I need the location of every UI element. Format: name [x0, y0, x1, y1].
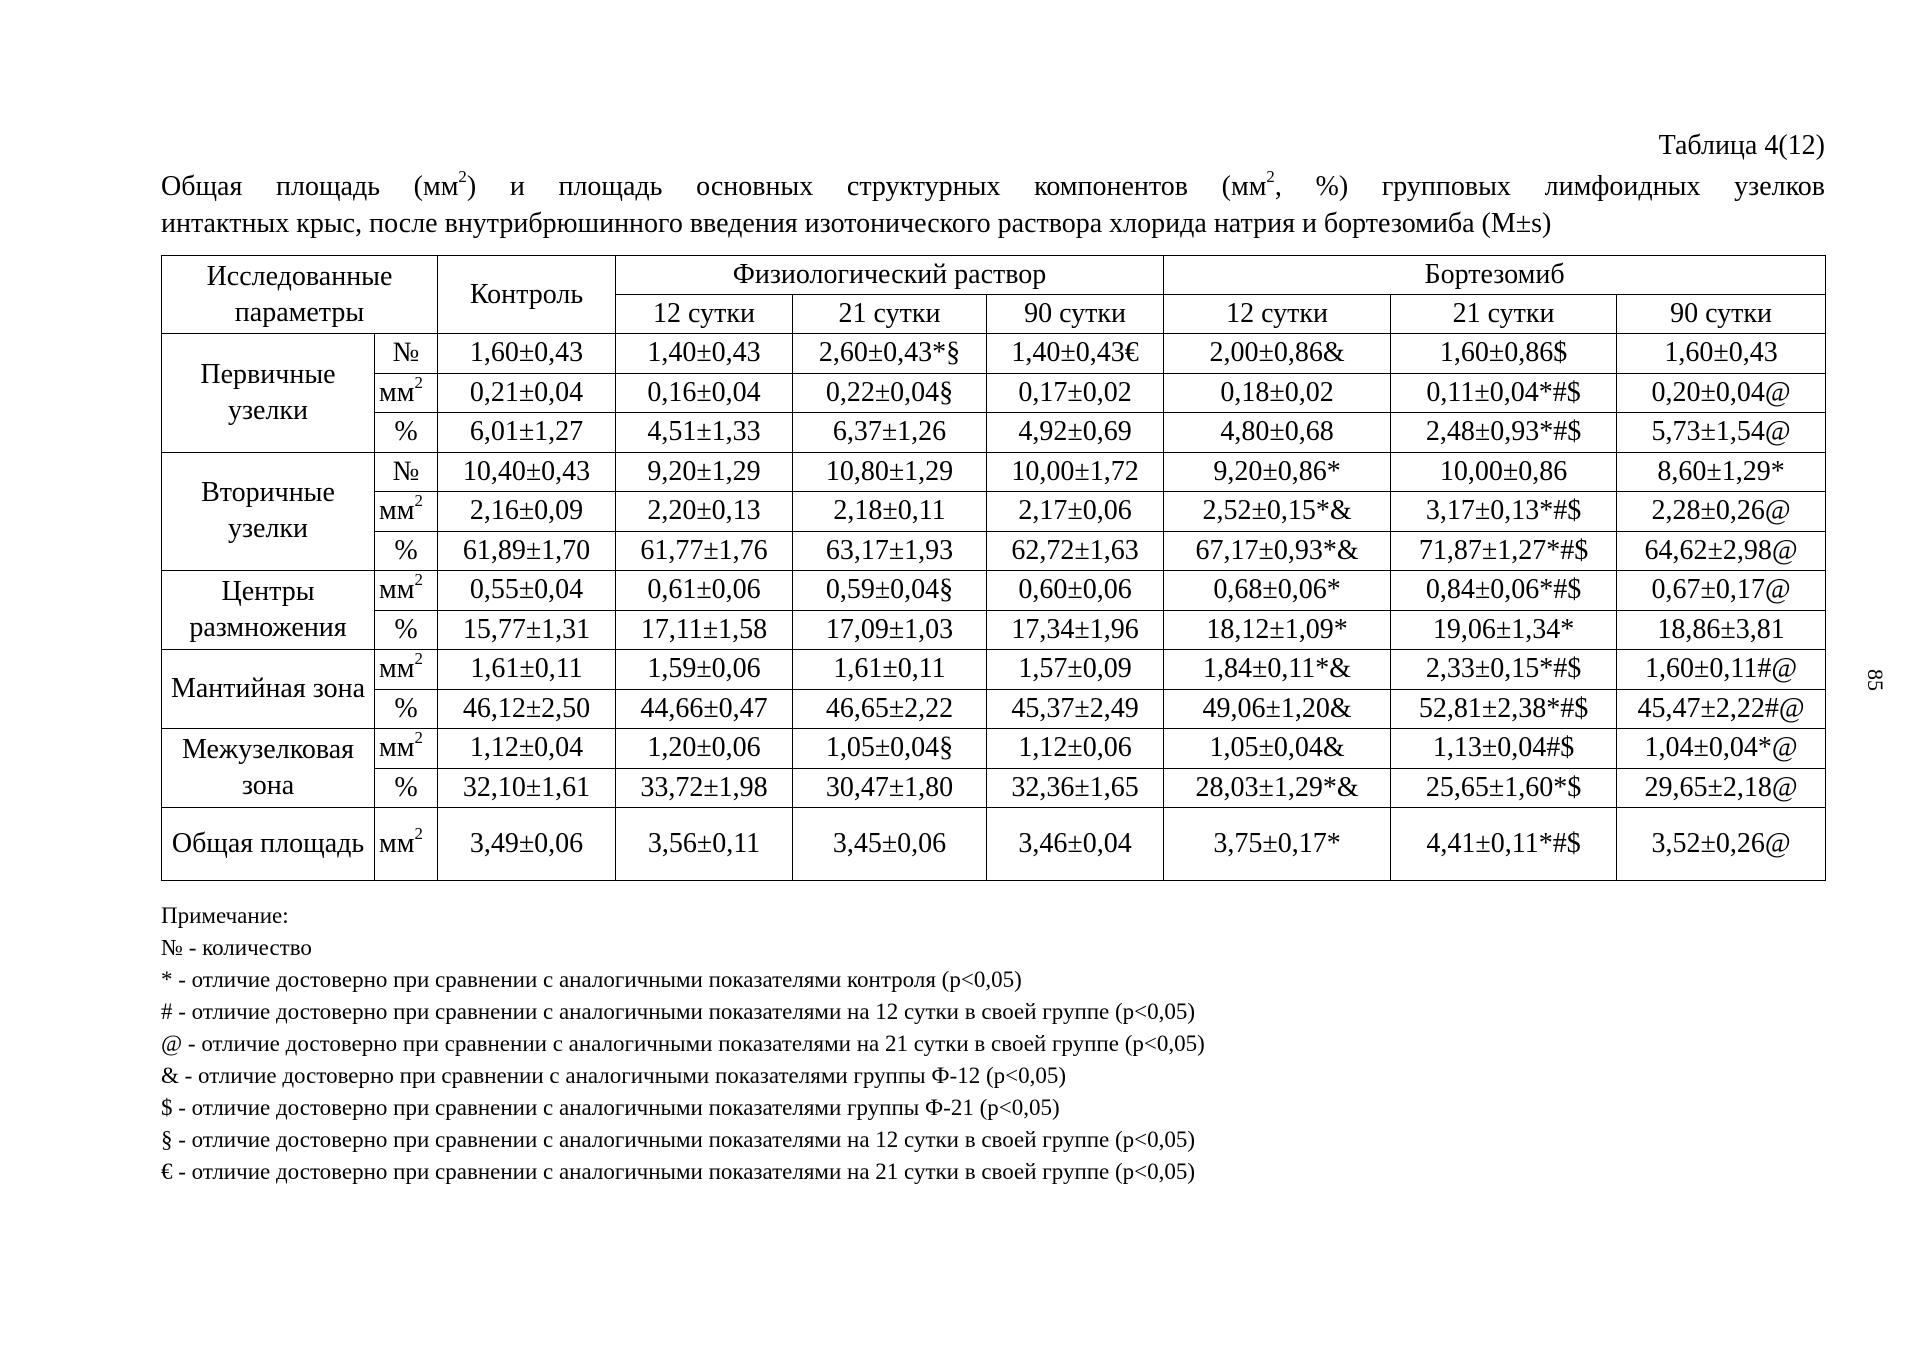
value-cell: 5,73±1,54@: [1617, 413, 1826, 453]
value-cell: 33,72±1,98: [616, 768, 793, 808]
param-name: Межузелковая зона: [162, 729, 375, 808]
unit-cell: [375, 650, 438, 690]
unit-cell: [375, 373, 438, 413]
note-line: § - отличие достоверно при сравнении с аналогичными показателями на 12 сутки в своей группе (p<0,05): [161, 1127, 1196, 1152]
table-row: [162, 768, 1826, 808]
value-cell: 10,00±1,72: [987, 452, 1164, 492]
unit-superscript: 2: [414, 570, 423, 590]
value-cell: 9,20±1,29: [616, 452, 793, 492]
unit-cell: %: [375, 689, 438, 729]
value-cell: 15,77±1,31: [438, 610, 616, 650]
header-row-1: [162, 256, 1826, 295]
value-cell: 0,84±0,06*#$: [1391, 571, 1617, 611]
table-label: Таблица 4(12): [1658, 130, 1825, 161]
value-cell: 3,52±0,26@: [1617, 808, 1826, 881]
value-cell: 1,05±0,04&: [1164, 729, 1391, 769]
value-cell: 64,62±2,98@: [1617, 531, 1826, 571]
table-row: [162, 373, 1826, 413]
value-cell: 1,05±0,04§: [793, 729, 987, 769]
value-cell: 61,77±1,76: [616, 531, 793, 571]
value-cell: 46,65±2,22: [793, 689, 987, 729]
unit-superscript: 2: [414, 728, 423, 748]
unit-cell: [375, 571, 438, 611]
value-cell: 1,60±0,43: [1617, 334, 1826, 374]
unit-cell: №: [375, 452, 438, 492]
header-group-phys: Физиологический раствор: [616, 256, 1164, 295]
note-line: € - отличие достоверно при сравнении с аналогичными показателями на 21 сутки в своей группе (p<0,05): [161, 1159, 1196, 1184]
param-name: Центры размножения: [162, 571, 375, 650]
value-cell: 4,80±0,68: [1164, 413, 1391, 453]
unit-label: мм: [379, 653, 415, 685]
value-cell: 2,52±0,15*&: [1164, 492, 1391, 532]
value-cell: 3,49±0,06: [438, 808, 616, 881]
value-cell: 1,59±0,06: [616, 650, 793, 690]
value-cell: 62,72±1,63: [987, 531, 1164, 571]
unit-cell: %: [375, 531, 438, 571]
table-body: [162, 334, 1826, 881]
caption-line-1: Общая площадь $(мм^2)$ и площадь основных структурных компонентов ($мм^2$, %) групповых лимфоидных узелков: [161, 167, 1826, 202]
value-cell: 1,57±0,09: [987, 650, 1164, 690]
param-name: Общая площадь: [162, 808, 375, 881]
note-line: @ - отличие достоверно при сравнении с аналогичными показателями на 21 сутки в своей группе (p<0,05): [161, 1031, 1205, 1056]
value-cell: 2,17±0,06: [987, 492, 1164, 532]
header-day: 90 сутки: [987, 295, 1164, 334]
table-row: [162, 452, 1826, 492]
header-control: Контроль: [438, 256, 616, 334]
value-cell: 71,87±1,27*#$: [1391, 531, 1617, 571]
value-cell: 1,12±0,04: [438, 729, 616, 769]
table-row: [162, 531, 1826, 571]
table-row: [162, 413, 1826, 453]
header-day: 90 сутки: [1617, 295, 1826, 334]
value-cell: 3,56±0,11: [616, 808, 793, 881]
note-line: $ - отличие достоверно при сравнении с аналогичными показателями группы Ф-21 (p<0,05): [161, 1095, 1060, 1120]
value-cell: 0,11±0,04*#$: [1391, 373, 1617, 413]
value-cell: 29,65±2,18@: [1617, 768, 1826, 808]
value-cell: 1,60±0,86$: [1391, 334, 1617, 374]
value-cell: 10,40±0,43: [438, 452, 616, 492]
value-cell: 0,68±0,06*: [1164, 571, 1391, 611]
value-cell: 1,04±0,04*@: [1617, 729, 1826, 769]
value-cell: 18,86±3,81: [1617, 610, 1826, 650]
value-cell: 30,47±1,80: [793, 768, 987, 808]
value-cell: 2,16±0,09: [438, 492, 616, 532]
value-cell: 2,20±0,13: [616, 492, 793, 532]
value-cell: 0,59±0,04§: [793, 571, 987, 611]
value-cell: 17,09±1,03: [793, 610, 987, 650]
unit-cell: %: [375, 610, 438, 650]
value-cell: 0,18±0,02: [1164, 373, 1391, 413]
table-row: [162, 492, 1826, 532]
unit-label: мм: [379, 732, 415, 764]
header-day: 12 сутки: [1164, 295, 1391, 334]
note-line: * - отличие достоверно при сравнении с аналогичными показателями контроля (p<0,05): [161, 967, 1022, 992]
table-row: [162, 571, 1826, 611]
value-cell: 0,17±0,02: [987, 373, 1164, 413]
table-row: [162, 610, 1826, 650]
unit-cell: №: [375, 334, 438, 374]
value-cell: 1,40±0,43€: [987, 334, 1164, 374]
value-cell: 1,61±0,11: [793, 650, 987, 690]
value-cell: 0,61±0,06: [616, 571, 793, 611]
param-name: Мантийная зона: [162, 650, 375, 729]
value-cell: 6,01±1,27: [438, 413, 616, 453]
value-cell: 3,46±0,04: [987, 808, 1164, 881]
value-cell: 2,48±0,93*#$: [1391, 413, 1617, 453]
value-cell: 3,17±0,13*#$: [1391, 492, 1617, 532]
value-cell: 1,12±0,06: [987, 729, 1164, 769]
value-cell: 25,65±1,60*$: [1391, 768, 1617, 808]
value-cell: 32,10±1,61: [438, 768, 616, 808]
value-cell: 1,40±0,43: [616, 334, 793, 374]
unit-label: мм: [379, 574, 415, 606]
param-name: Первичные узелки: [162, 334, 375, 453]
value-cell: 1,60±0,43: [438, 334, 616, 374]
table-caption: [161, 168, 1825, 242]
unit-label: мм: [379, 495, 415, 527]
value-cell: 17,34±1,96: [987, 610, 1164, 650]
value-cell: 10,80±1,29: [793, 452, 987, 492]
value-cell: 2,18±0,11: [793, 492, 987, 532]
header-params: Исследованные параметры: [162, 256, 438, 334]
param-name: Вторичные узелки: [162, 452, 375, 571]
value-cell: 4,92±0,69: [987, 413, 1164, 453]
value-cell: 45,37±2,49: [987, 689, 1164, 729]
table-row: [162, 808, 1826, 881]
value-cell: 0,16±0,04: [616, 373, 793, 413]
value-cell: 9,20±0,86*: [1164, 452, 1391, 492]
value-cell: 46,12±2,50: [438, 689, 616, 729]
value-cell: 2,28±0,26@: [1617, 492, 1826, 532]
unit-cell: [375, 492, 438, 532]
value-cell: 3,75±0,17*: [1164, 808, 1391, 881]
table-row: [162, 729, 1826, 769]
header-day: 12 сутки: [616, 295, 793, 334]
table-row: [162, 334, 1826, 374]
value-cell: 0,22±0,04§: [793, 373, 987, 413]
value-cell: 1,84±0,11*&: [1164, 650, 1391, 690]
value-cell: 1,20±0,06: [616, 729, 793, 769]
note-line: & - отличие достоверно при сравнении с аналогичными показателями группы Ф-12 (p<0,05): [161, 1063, 1066, 1088]
value-cell: 8,60±1,29*: [1617, 452, 1826, 492]
header-group-bort: Бортезомиб: [1164, 256, 1826, 295]
value-cell: 1,61±0,11: [438, 650, 616, 690]
value-cell: 0,55±0,04: [438, 571, 616, 611]
value-cell: 2,33±0,15*#$: [1391, 650, 1617, 690]
value-cell: 2,00±0,86&: [1164, 334, 1391, 374]
unit-cell: %: [375, 768, 438, 808]
value-cell: 67,17±0,93*&: [1164, 531, 1391, 571]
value-cell: 18,12±1,09*: [1164, 610, 1391, 650]
value-cell: 0,67±0,17@: [1617, 571, 1826, 611]
unit-superscript: 2: [414, 491, 423, 511]
value-cell: 4,41±0,11*#$: [1391, 808, 1617, 881]
value-cell: 61,89±1,70: [438, 531, 616, 571]
page-number: 85: [1863, 669, 1888, 691]
data-table: [161, 255, 1826, 881]
unit-superscript: 2: [414, 372, 423, 392]
unit-superscript: 2: [414, 649, 423, 669]
value-cell: 28,03±1,29*&: [1164, 768, 1391, 808]
value-cell: 6,37±1,26: [793, 413, 987, 453]
unit-label: мм: [379, 828, 415, 859]
unit-superscript: 2: [414, 824, 423, 844]
unit-cell: %: [375, 413, 438, 453]
value-cell: 52,81±2,38*#$: [1391, 689, 1617, 729]
notes: [161, 900, 1205, 1188]
value-cell: 2,60±0,43*§: [793, 334, 987, 374]
value-cell: 19,06±1,34*: [1391, 610, 1617, 650]
note-line: # - отличие достоверно при сравнении с аналогичными показателями на 12 сутки в своей группе (p<0,05): [161, 999, 1196, 1024]
value-cell: 3,45±0,06: [793, 808, 987, 881]
table-row: [162, 650, 1826, 690]
note-line: Примечание:: [161, 903, 289, 928]
header-day: 21 сутки: [793, 295, 987, 334]
caption-line-2: интактных крыс, после внутрибрюшинного введения изотонического раствора хлорида натрия и бортезомиба (M±s): [161, 208, 1552, 239]
unit-cell: [375, 808, 438, 881]
unit-cell: [375, 729, 438, 769]
value-cell: 0,60±0,06: [987, 571, 1164, 611]
value-cell: 44,66±0,47: [616, 689, 793, 729]
header-day: 21 сутки: [1391, 295, 1617, 334]
value-cell: 0,20±0,04@: [1617, 373, 1826, 413]
note-line: № - количество: [161, 935, 312, 960]
value-cell: 1,13±0,04#$: [1391, 729, 1617, 769]
value-cell: 4,51±1,33: [616, 413, 793, 453]
value-cell: 32,36±1,65: [987, 768, 1164, 808]
value-cell: 17,11±1,58: [616, 610, 793, 650]
unit-label: мм: [379, 376, 415, 408]
value-cell: 0,21±0,04: [438, 373, 616, 413]
table-row: [162, 689, 1826, 729]
value-cell: 10,00±0,86: [1391, 452, 1617, 492]
value-cell: 63,17±1,93: [793, 531, 987, 571]
value-cell: 45,47±2,22#@: [1617, 689, 1826, 729]
value-cell: 1,60±0,11#@: [1617, 650, 1826, 690]
value-cell: 49,06±1,20&: [1164, 689, 1391, 729]
